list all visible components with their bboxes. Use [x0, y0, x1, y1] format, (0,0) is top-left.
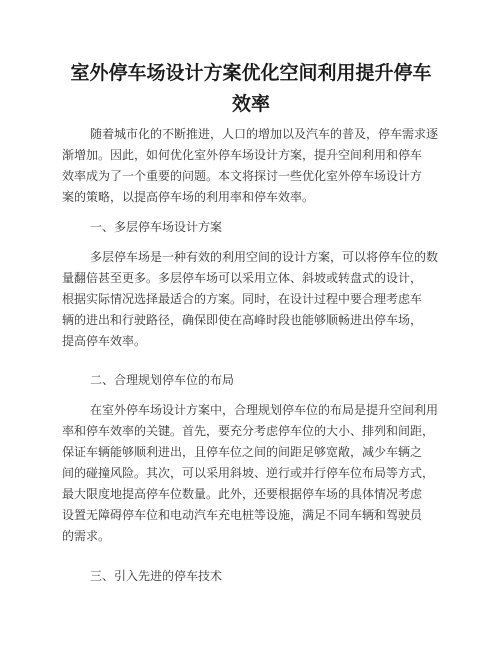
intro-line: 随着城市化的不断推进，人口的增加以及汽车的普及，停车需求逐 [90, 127, 439, 141]
intro-line: 案的策略，以提高停车场的利用率和停车效率。 [62, 190, 315, 204]
intro-line: 渐增加。因此，如何优化室外停车场设计方案，提升空间利用和停车 [62, 148, 423, 162]
section-heading-1: 一、多层停车场设计方案 [90, 220, 223, 234]
section2-line: 的需求。 [62, 529, 111, 543]
document-title-line-2: 效率 [231, 93, 270, 115]
section2-line: 间的碰撞风险。其次，可以采用斜坡、逆行或并行停车位布局等方式， [62, 466, 435, 480]
section2-line: 最大限度地提高停车位数量。此外，还要根据停车场的具体情况考虑 [62, 487, 423, 501]
intro-line: 效率成为了一个重要的问题。本文将探讨一些优化室外停车场设计方 [62, 169, 423, 183]
section2-line: 保证车辆能够顺利进出，且停车位之间的间距足够宽敞，减少车辆之 [62, 445, 423, 459]
section2-line: 在室外停车场设计方案中，合理规划停车位的布局是提升空间利用 [90, 403, 439, 417]
section2-line: 率和停车效率的关键。首先，要充分考虑停车位的大小、排列和间距， [62, 424, 435, 438]
section-heading-2: 二、合理规划停车位的布局 [90, 373, 235, 387]
document-title-line-1: 室外停车场设计方案优化空间利用提升停车 [70, 62, 432, 84]
section1-line: 多层停车场是一种有效的利用空间的设计方案，可以将停车位的数 [90, 250, 439, 264]
section1-line: 辆的进出和行驶路径，确保即使在高峰时段也能够顺畅进出停车场， [62, 313, 423, 327]
section-heading-3: 三、引入先进的停车技术 [90, 569, 223, 583]
section1-line: 根据实际情况选择最适合的方案。同时，在设计过程中要合理考虑车 [62, 292, 423, 306]
section1-line: 提高停车效率。 [62, 334, 147, 348]
section2-line: 设置无障碍停车位和电动汽车充电桩等设施，满足不同车辆和驾驶员 [62, 508, 423, 522]
section1-line: 量翻倍甚至更多。多层停车场可以采用立体、斜坡或转盘式的设计， [62, 271, 423, 285]
